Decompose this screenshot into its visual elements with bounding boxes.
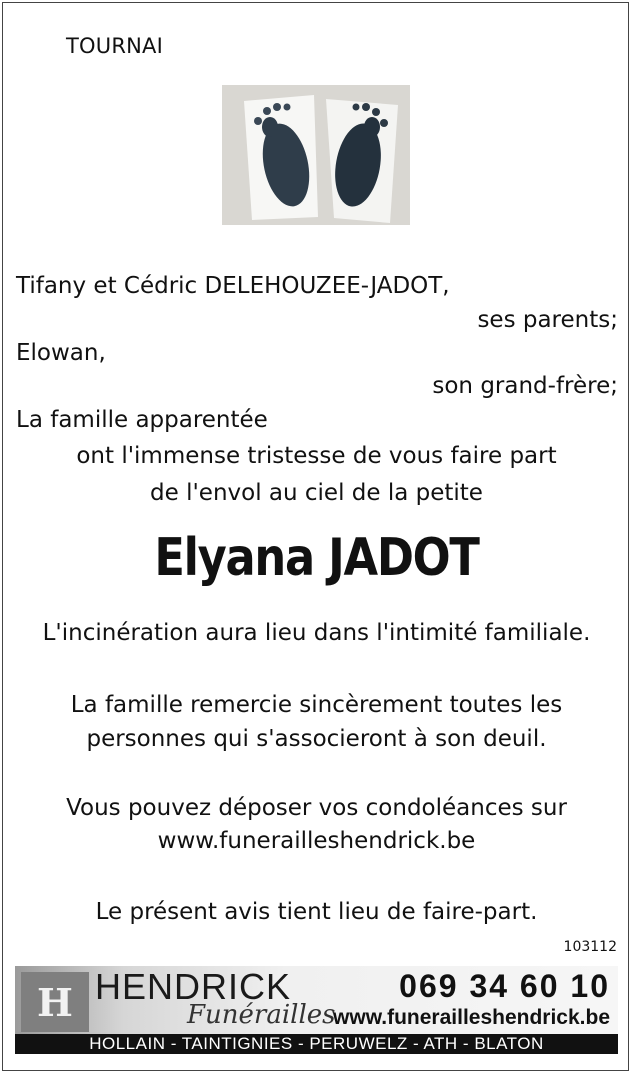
footprints-photo (222, 85, 410, 225)
family-relatives: La famille apparentée (16, 407, 268, 433)
announcement-line-2: de l'envol au ciel de la petite (150, 480, 483, 506)
cremation-text: L'incinération aura lieu dans l'intimité familiale. (42, 620, 591, 646)
brand-name: HENDRICK (95, 966, 292, 1007)
hendrick-logo-icon (21, 972, 89, 1032)
logo-letter: H (37, 979, 73, 1025)
condolences-website[interactable]: www.funerailleshendrick.be (157, 828, 476, 854)
family-brother: Elowan, (16, 340, 106, 366)
reference-number: 103112 (563, 939, 617, 955)
banner-website[interactable]: www.funerailleshendrick.be (333, 1006, 610, 1029)
thanks-line-2: personnes qui s'associeront à son deuil. (86, 726, 547, 752)
family-parents-role: ses parents; (477, 307, 618, 333)
brand-script: Funérailles (187, 1000, 336, 1030)
locations-bar: HOLLAIN - TAINTIGNIES - PERUWELZ - ATH - BLATON (15, 1034, 618, 1054)
family-brother-role: son grand-frère; (432, 373, 618, 399)
city-heading: TOURNAI (66, 34, 163, 58)
condolences-line-1: Vous pouvez déposer vos condoléances sur (66, 795, 567, 821)
notice-text: Le présent avis tient lieu de faire-part. (95, 899, 538, 925)
phone-number[interactable]: 069 34 60 10 (399, 968, 610, 1004)
funeral-home-banner (15, 966, 618, 1054)
deceased-name: Elyana JADOT (154, 528, 479, 588)
announcement-line-1: ont l'immense tristesse de vous faire part (76, 443, 557, 469)
footprints-icon (222, 85, 410, 225)
family-parents: Tifany et Cédric DELEHOUZEE-JADOT, (16, 273, 450, 299)
thanks-line-1: La famille remercie sincèrement toutes les (70, 692, 563, 718)
